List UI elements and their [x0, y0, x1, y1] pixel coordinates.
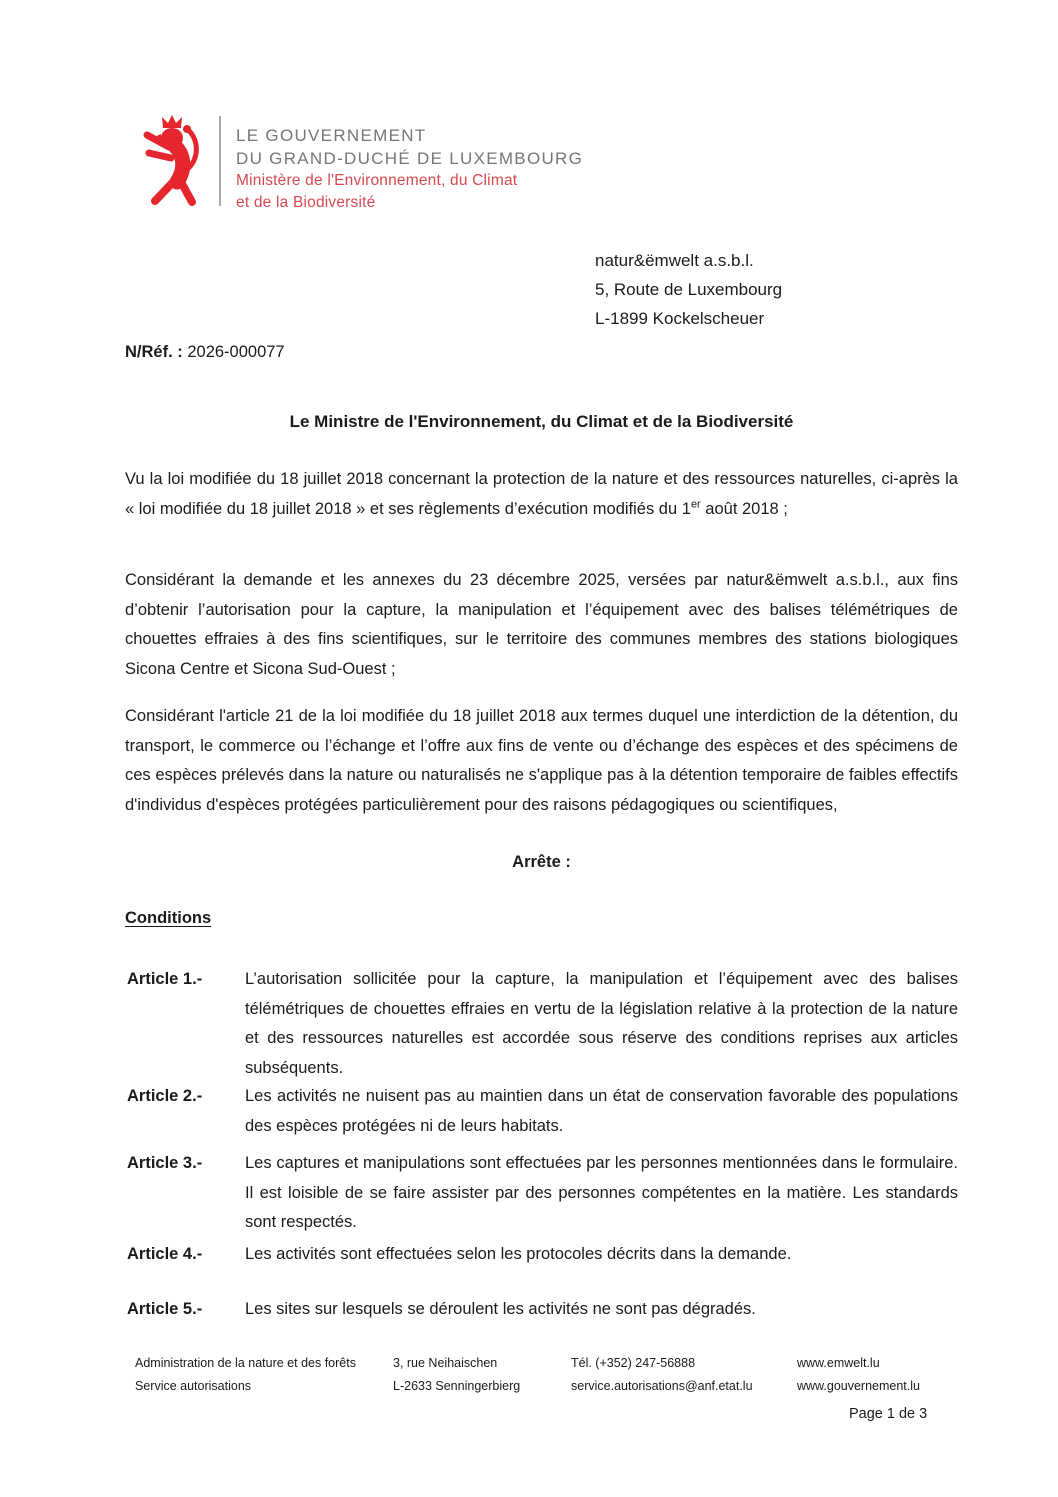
footer — [135, 1352, 965, 1398]
article-4-text: Les activités sont effectuées selon les protocoles décrits dans la demande. — [245, 1245, 792, 1263]
paragraph-vu-loi — [125, 465, 958, 524]
conditions-heading: Conditions — [125, 909, 212, 927]
recipient-address — [595, 246, 782, 333]
government-name-line1: LE GOUVERNEMENT — [236, 126, 427, 145]
paragraph-vu-loi-pre: Vu la loi modifiée du 18 juillet 2018 concernant la protection de la nature et des ressources naturelles, ci-après la « loi modifiée du 18 juillet 2018 » et ses règlements d’exécution modifiés du 1 — [125, 470, 958, 518]
footer-administration — [135, 1352, 393, 1398]
government-name-line2: DU GRAND-DUCHÉ DE LUXEMBOURG — [236, 149, 584, 168]
arrete-heading: Arrête : — [512, 853, 571, 871]
footer-address — [393, 1352, 571, 1398]
article-1-text: L’autorisation sollicitée pour la capture, la manipulation et l’équipement avec des balises télémétriques de chouettes effraies en vertu de la législation relative à la protection de la nature et des ressources naturelles est accordée sous réserve des conditions reprises aux articles subséquents. — [245, 970, 958, 1077]
paragraph-considerant-article21: Considérant l'article 21 de la loi modifiée du 18 juillet 2018 aux termes duquel une interdiction de la détention, du transport, le commerce ou l’échange et l’offre aux fins de vente ou d’échange des espèces et des spécimens de ces espèces prélevés dans la nature ou naturalisés ne s'applique pas à la détention temporaire de faibles effectifs d'individus d'espèces protégées particulièrement pour des raisons pédagogiques ou scientifiques, — [125, 707, 958, 814]
ministry-name-line1: Ministère de l'Environnement, du Climat — [236, 172, 518, 189]
recipient-street: 5, Route de Luxembourg — [595, 280, 783, 299]
footer-website-gouvernement: www.gouvernement.lu — [797, 1379, 920, 1393]
page-number: Page 1 de 3 — [849, 1406, 928, 1422]
article-2-text: Les activités ne nuisent pas au maintien dans un état de conservation favorable des populations des espèces protégées ni de leurs habitats. — [245, 1087, 958, 1135]
article-5-label: Article 5.- — [127, 1300, 203, 1318]
footer-street: 3, rue Neihaischen — [393, 1356, 498, 1370]
article-4-label: Article 4.- — [127, 1245, 203, 1263]
logo-text — [236, 114, 583, 214]
footer-website-emwelt: www.emwelt.lu — [797, 1356, 880, 1370]
article-1 — [127, 965, 958, 1083]
footer-city: L-2633 Senningerbierg — [393, 1379, 521, 1393]
footer-websites — [797, 1352, 965, 1398]
paragraph-considerant-demande: Considérant la demande et les annexes du 23 décembre 2025, versées par natur&ëmwelt a.s.b.l., aux fins d’obtenir l’autorisation pour la capture, la manipulation et l’équipement avec des balises télémétriques de chouettes effraies à des fins scientifiques, sur le territoire des communes membres des stations biologiques Sicona Centre et Sicona Sud-Ouest ; — [125, 571, 958, 678]
footer-phone: Tél. (+352) 247-56888 — [571, 1356, 696, 1370]
ministry-name-line2: et de la Biodiversité — [236, 194, 376, 211]
reference-value: 2026-000077 — [187, 343, 285, 361]
footer-administration-name: Administration de la nature et des forêts — [135, 1356, 356, 1370]
reference-line — [125, 343, 285, 362]
document-title: Le Ministre de l'Environnement, du Climat et de la Biodiversité — [289, 412, 794, 431]
footer-contact — [571, 1352, 797, 1398]
recipient-name: natur&ëmwelt a.s.b.l. — [595, 251, 754, 270]
article-3-label: Article 3.- — [127, 1154, 203, 1172]
logo-divider — [219, 116, 221, 206]
article-5 — [127, 1295, 958, 1325]
article-3 — [127, 1149, 958, 1238]
article-4 — [127, 1240, 958, 1270]
reference-label: N/Réf. : — [125, 343, 183, 361]
paragraph-vu-loi-post: août 2018 ; — [700, 499, 788, 518]
paragraph-vu-loi-superscript: er — [690, 498, 701, 510]
article-2-label: Article 2.- — [127, 1087, 203, 1105]
recipient-city: L-1899 Kockelscheuer — [595, 309, 765, 328]
footer-email: service.autorisations@anf.etat.lu — [571, 1379, 753, 1393]
article-1-label: Article 1.- — [127, 970, 203, 988]
article-2 — [127, 1082, 958, 1141]
article-5-text: Les sites sur lesquels se déroulent les activités ne sont pas dégradés. — [245, 1300, 756, 1318]
footer-service: Service autorisations — [135, 1379, 252, 1393]
luxembourg-lion-icon — [135, 114, 207, 210]
article-3-text: Les captures et manipulations sont effectuées par les personnes mentionnées dans le formulaire. Il est loisible de se faire assister par des personnes compétentes en la matière. Les standards sont respectés. — [245, 1154, 958, 1231]
government-logo — [135, 114, 583, 214]
